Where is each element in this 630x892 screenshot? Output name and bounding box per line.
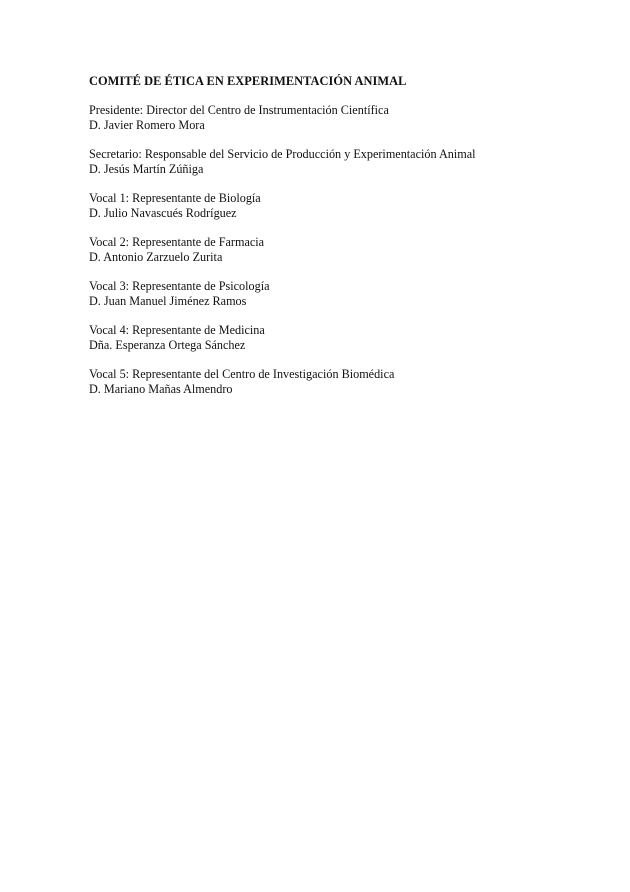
member-block-vocal-1 bbox=[89, 191, 589, 221]
member-role: Vocal 3: Representante de Psicología bbox=[89, 279, 270, 293]
member-name: D. Javier Romero Mora bbox=[89, 118, 205, 132]
member-role: Presidente: Director del Centro de Instrumentación Científica bbox=[89, 103, 389, 117]
member-role: Vocal 1: Representante de Biología bbox=[89, 191, 261, 205]
member-block-vocal-3 bbox=[89, 279, 589, 309]
member-name: Dña. Esperanza Ortega Sánchez bbox=[89, 338, 246, 352]
member-name: D. Jesús Martín Zúñiga bbox=[89, 162, 204, 176]
document-content bbox=[89, 73, 589, 411]
member-role: Secretario: Responsable del Servicio de Producción y Experimentación Animal bbox=[89, 147, 476, 161]
member-block-president bbox=[89, 103, 589, 133]
document-title: COMITÉ DE ÉTICA EN EXPERIMENTACIÓN ANIMAL bbox=[89, 74, 407, 88]
member-block-secretary bbox=[89, 147, 589, 177]
member-block-vocal-5 bbox=[89, 367, 589, 397]
member-name: D. Mariano Mañas Almendro bbox=[89, 382, 233, 396]
member-name: D. Antonio Zarzuelo Zurita bbox=[89, 250, 223, 264]
member-block-vocal-4 bbox=[89, 323, 589, 353]
member-block-vocal-2 bbox=[89, 235, 589, 265]
member-role: Vocal 2: Representante de Farmacia bbox=[89, 235, 265, 249]
member-role: Vocal 4: Representante de Medicina bbox=[89, 323, 265, 337]
member-name: D. Juan Manuel Jiménez Ramos bbox=[89, 294, 247, 308]
member-name: D. Julio Navascués Rodríguez bbox=[89, 206, 237, 220]
member-role: Vocal 5: Representante del Centro de Investigación Biomédica bbox=[89, 367, 395, 381]
